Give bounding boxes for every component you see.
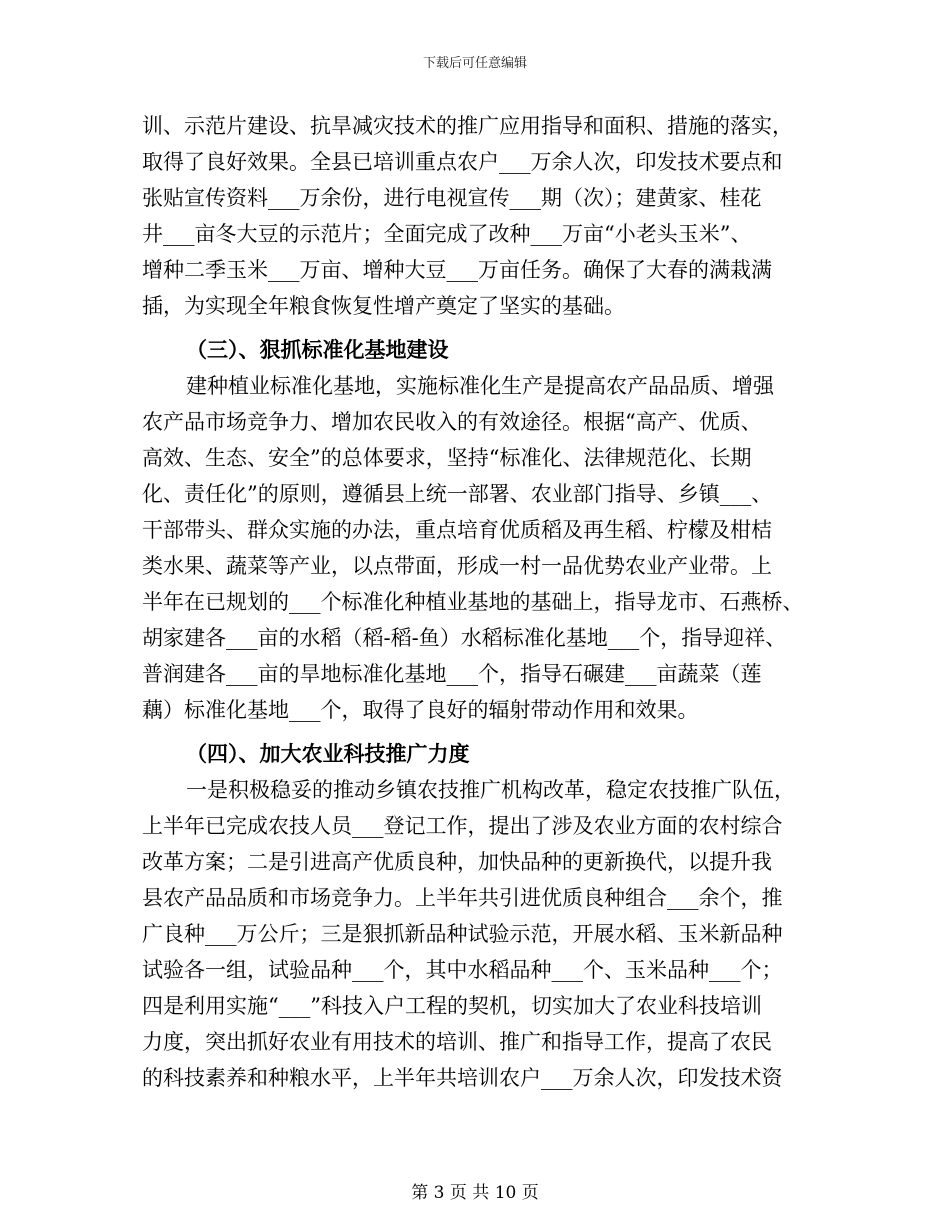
body-line: 插，为实现全年粮食恢复性增产奠定了坚实的基础。	[142, 294, 625, 318]
body-line: 增种二季玉米___万亩、增种大豆___万亩任务。确保了大春的满栽满	[142, 258, 772, 282]
body-line: 化、责任化”的原则，遵循县上统一部署、农业部门指导、乡镇___、	[142, 482, 773, 506]
page-header: 下载后可任意编辑	[422, 56, 527, 71]
body-line: 上半年已完成农技人员___登记工作，提出了涉及农业方面的农村综合	[142, 814, 783, 838]
body-line: 改革方案；二是引进高产优质良种，加快品种的更新换代，以提升我	[142, 850, 772, 874]
body-line: 普润建各___亩的旱地标准化基地___个，指导石碾建___亩蔬菜（莲	[142, 662, 762, 686]
body-line: 力度，突出抓好农业有用技术的培训、推广和指导工作，提高了农民	[142, 1030, 772, 1054]
body-line: 高效、生态、安全”的总体要求，坚持“标准化、法律规范化、长期	[142, 446, 752, 470]
body-line: 广良种___万公斤；三是狠抓新品种试验示范，开展水稻、玉米新品种	[142, 922, 783, 946]
page-number: 第 3 页 共 10 页	[411, 1183, 539, 1203]
body-line: 农产品市场竞争力、增加农民收入的有效途径。根据“高产、优质、	[142, 410, 762, 434]
body-line: 一是积极稳妥的推动乡镇农技推广机构改革，稳定农技推广队伍，	[186, 778, 795, 802]
body-line: 干部带头、群众实施的办法，重点培育优质稻及再生稻、柠檬及柑桔	[142, 518, 772, 542]
body-line: 县农产品品质和市场竞争力。上半年共引进优质良种组合___余个，推	[142, 886, 783, 910]
body-line: 半年在已规划的___个标准化种植业基地的基础上，指导龙市、石燕桥、	[142, 590, 804, 614]
body-line: 四是利用实施“___”科技入户工程的契机，切实加大了农业科技培训	[142, 994, 762, 1018]
body-line: 取得了良好效果。全县已培训重点农户___万余人次，印发技术要点和	[142, 150, 783, 174]
body-line: 井___亩冬大豆的示范片；全面完成了改种___万亩“小老头玉米”、	[142, 222, 752, 246]
section-heading: （三）、狠抓标准化基地建设	[186, 337, 449, 362]
body-line: 胡家建各___亩的水稻（稻-稻-鱼）水稻标准化基地___个，指导迎祥、	[142, 626, 787, 650]
body-line: 类水果、蔬菜等产业，以点带面，形成一村一品优势农业产业带。上	[142, 554, 772, 578]
body-line: 训、示范片建设、抗旱减灾技术的推广应用指导和面积、措施的落实，	[142, 114, 793, 138]
body-line: 试验各一组，试验品种___个，其中水稻品种___个、玉米品种___个；	[142, 958, 783, 982]
body-line: 张贴宣传资料___万余份，进行电视宣传___期（次）；建黄家、桂花	[142, 186, 762, 210]
body-line: 藕）标准化基地___个，取得了良好的辐射带动作用和效果。	[142, 698, 699, 722]
body-line: 的科技素养和种粮水平，上半年共培训农户___万余人次，印发技术资	[142, 1066, 783, 1090]
section-heading: （四）、加大农业科技推广力度	[186, 741, 470, 766]
body-line: 建种植业标准化基地，实施标准化生产是提高农产品品质、增强	[186, 374, 774, 398]
